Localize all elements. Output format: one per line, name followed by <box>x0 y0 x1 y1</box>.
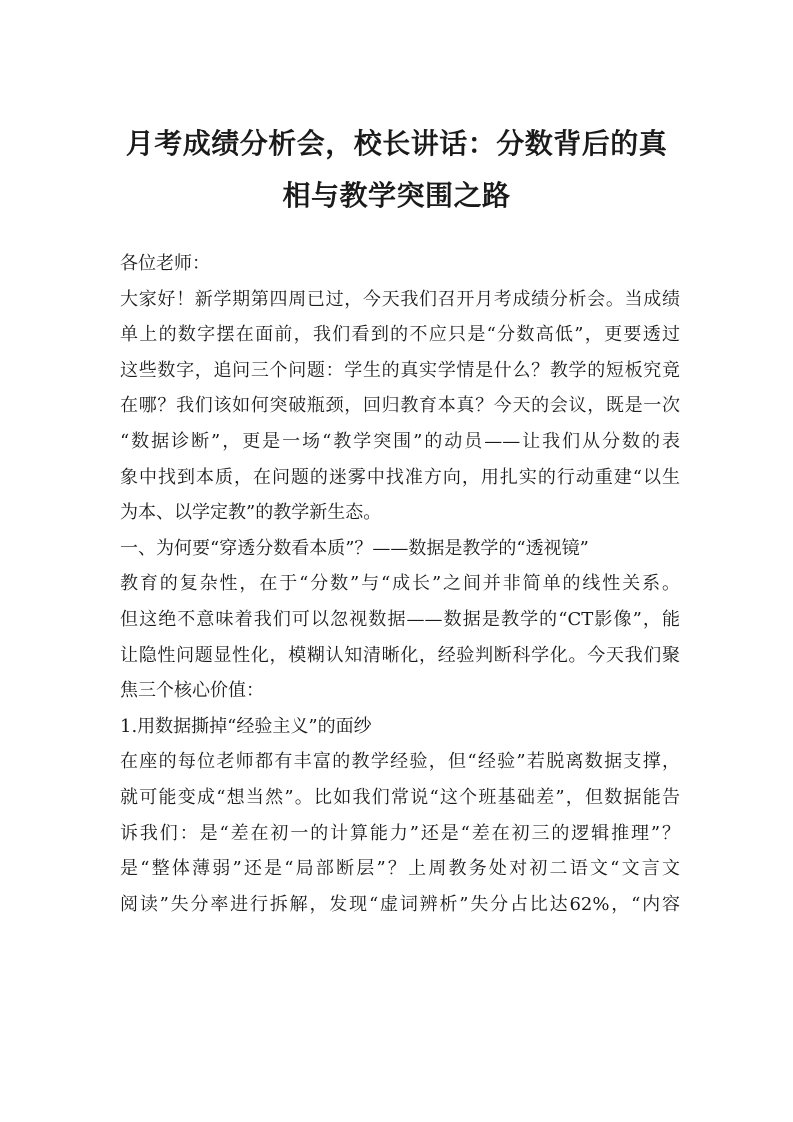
body-line: 在座的每位老师都有丰富的教学经验，但“经验”若脱离数据支撑， <box>120 751 680 773</box>
body-line: 这些数字，追问三个问题：学生的真实学情是什么？教学的短板究竟 <box>120 359 680 381</box>
body-line: 就可能变成“想当然”。比如我们常说“这个班基础差”，但数据能告 <box>120 786 680 808</box>
body-line: “数据诊断”，更是一场“教学突围”的动员——让我们从分数的表 <box>120 430 680 452</box>
body-line: 教育的复杂性，在于“分数”与“成长”之间并非简单的线性关系。 <box>120 573 680 595</box>
body-line: 大家好！新学期第四周已过，今天我们召开月考成绩分析会。当成绩 <box>120 288 680 310</box>
title-line-2: 相与教学突围之路 <box>282 179 511 212</box>
body-line: 焦三个核心价值： <box>120 680 264 702</box>
body-line: 1.用数据撕掉“经验主义”的面纱 <box>120 715 372 737</box>
title-line-1: 月考成绩分析会，校长讲话：分数背后的真 <box>125 127 668 160</box>
body-line: 但这绝不意味着我们可以忽视数据——数据是教学的“CT影像”，能 <box>120 608 680 630</box>
body-line: 阅读”失分率进行拆解，发现“虚词辨析”失分占比达62%，“内容 <box>120 893 680 915</box>
body-line: 在哪？我们该如何突破瓶颈，回归教育本真？今天的会议，既是一次 <box>120 395 680 417</box>
body-text <box>120 246 680 922</box>
body-line: 各位老师： <box>120 253 210 274</box>
page-title <box>100 118 693 222</box>
body-line: 是“整体薄弱”还是“局部断层”？上周教务处对初二语文“文言文 <box>120 858 680 880</box>
body-line: 单上的数字摆在面前，我们看到的不应只是“分数高低”，更要透过 <box>120 324 680 346</box>
body-line: 为本、以学定教”的教学新生态。 <box>120 502 382 524</box>
body-line: 象中找到本质，在问题的迷雾中找准方向，用扎实的行动重建“以生 <box>120 466 680 488</box>
body-line: 诉我们：是“差在初一的计算能力”还是“差在初三的逻辑推理”？ <box>120 822 680 844</box>
body-line: 一、为何要“穿透分数看本质”？——数据是教学的“透视镜” <box>120 537 589 559</box>
body-line: 让隐性问题显性化，模糊认知清晰化，经验判断科学化。今天我们聚 <box>120 644 680 666</box>
